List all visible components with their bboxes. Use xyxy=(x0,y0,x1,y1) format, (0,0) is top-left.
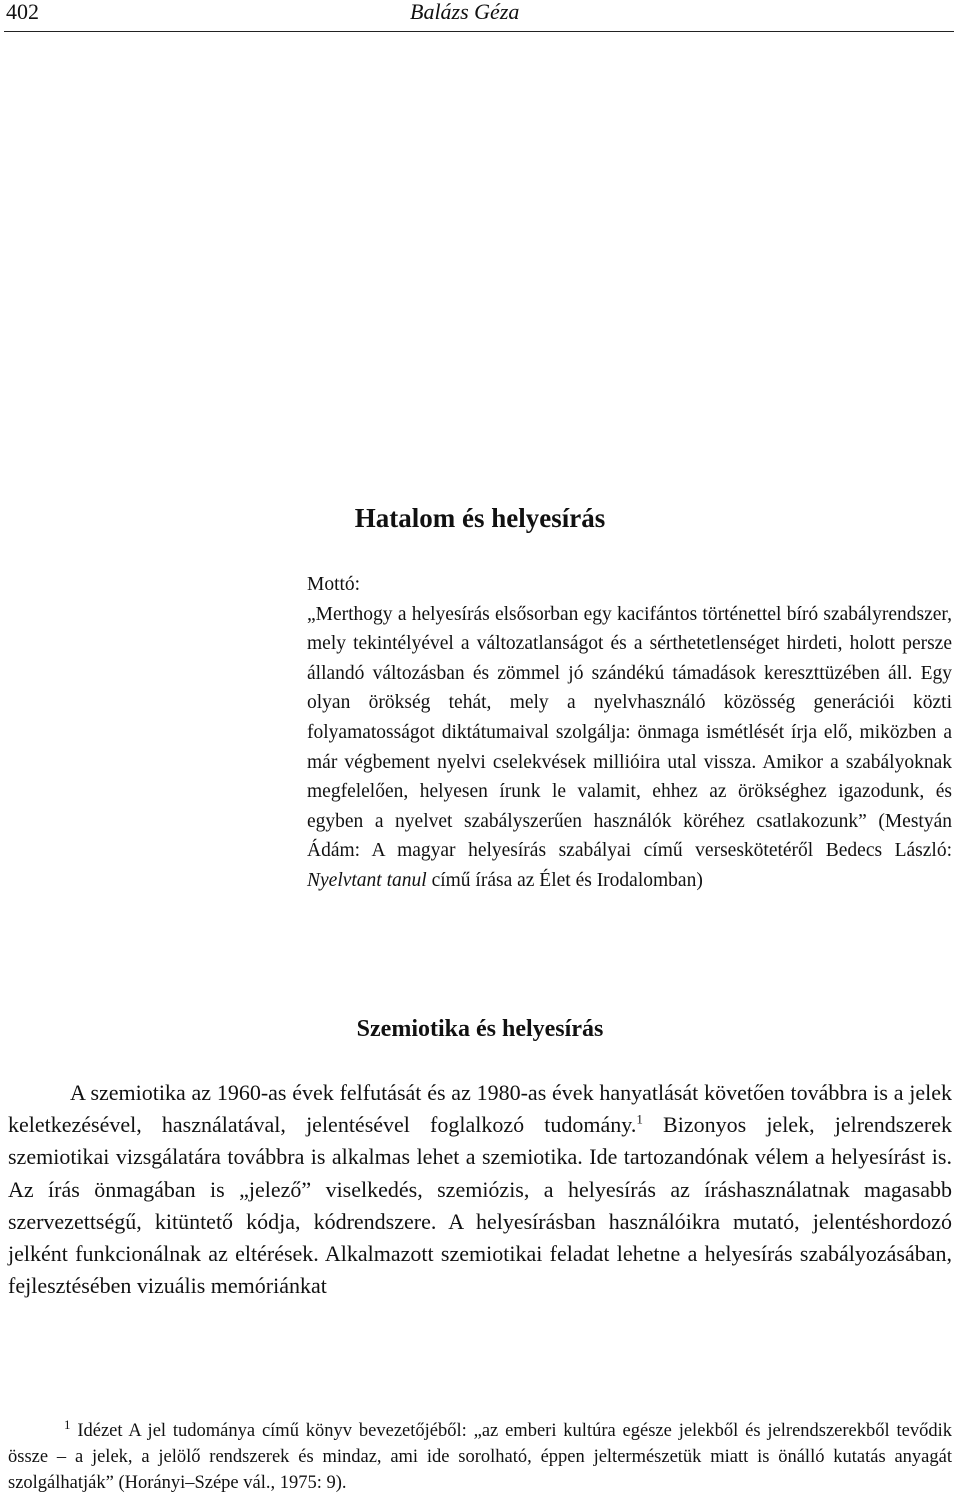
motto-quote-italic-title: Nyelvtant tanul xyxy=(307,869,427,891)
running-author: Balázs Géza xyxy=(410,0,520,24)
body-paragraph-part2: Bizonyos jelek, jelrendszerek szemiotikai vizsgálatára továbbra is alkalmas lehet a szemiotika. Ide tartozandónak vélem a helyesírást is. Az írás önmagában is „jelező” viselkedés, szemiózis, a helyesírás az íráshasználatnak magasabb szervezettségű, kitüntető kódja, kódrendszere. A helyesírásban használóikra mutató, jelentéshordozó jelként funkcionálnak az eltérések. Alkalmazott szemiotikai feladat lehetne a helyesírás szabályozásában, fejlesztésében vizuális memóriánkat xyxy=(8,1112,952,1299)
running-header xyxy=(0,0,960,30)
section-title: Szemiotika és helyesírás xyxy=(356,1016,604,1042)
motto-quote xyxy=(307,600,952,896)
header-rule xyxy=(4,31,954,32)
footnote-number: 1 xyxy=(64,1416,71,1432)
footnote xyxy=(8,1418,952,1496)
motto-quote-source: című írása az Élet és Irodalomban) xyxy=(426,869,703,891)
body-paragraph xyxy=(8,1077,952,1302)
footnote-reference[interactable]: 1 xyxy=(636,1111,643,1127)
motto-quote-text: „Merthogy a helyesírás elsősorban egy kacifántos történettel bíró szabályrendszer, mely tekintélyével a változatlanságot és a sérthetetlenséget hirdeti, holott persze állandó változásban és zömmel jó szándékú támadások kereszttüzében áll. Egy olyan örökség tehát, mely a nyelvhasználó közösség generációi közti folyamatosságot diktátumaival szolgálja: önmaga ismétlését írja elő, miközben a már végbement nyelvi cselekvések millióira utal vissza. Amikor a szabályoknak megfelelően, helyesen írunk le valamit, ehhez az örökséghez igazodunk, és egyben a nyelvet szabályszerűen használók köréhez csatlakozunk” (Mestyán Ádám: A magyar helyesírás szabályai című verseskötetéről Bedecs László: xyxy=(307,603,952,862)
body-paragraph-part1: A szemiotika az 1960-as évek felfutását és az 1980-as évek hanyatlását követően továbbra is a jelek keletkezésével, használatával, jelentésével foglalkozó tudomány. xyxy=(8,1080,952,1138)
motto-label: Mottó: xyxy=(307,574,361,595)
motto-block xyxy=(307,570,952,896)
article-title: Hatalom és helyesírás xyxy=(354,503,606,533)
page-number: 402 xyxy=(6,0,39,24)
footnote-text: Idézet A jel tudománya című könyv bevezetőjéből: „az emberi kultúra egésze jelekből és jelrendszerekből tevődik össze – a jelek, a jelölő rendszerek és mindaz, ami ide sorolható, éppen jeltermészetük miatt is önálló kutatás anyagát szolgálhatják” (Horányi–Szépe vál., 1975: 9). xyxy=(8,1421,952,1493)
